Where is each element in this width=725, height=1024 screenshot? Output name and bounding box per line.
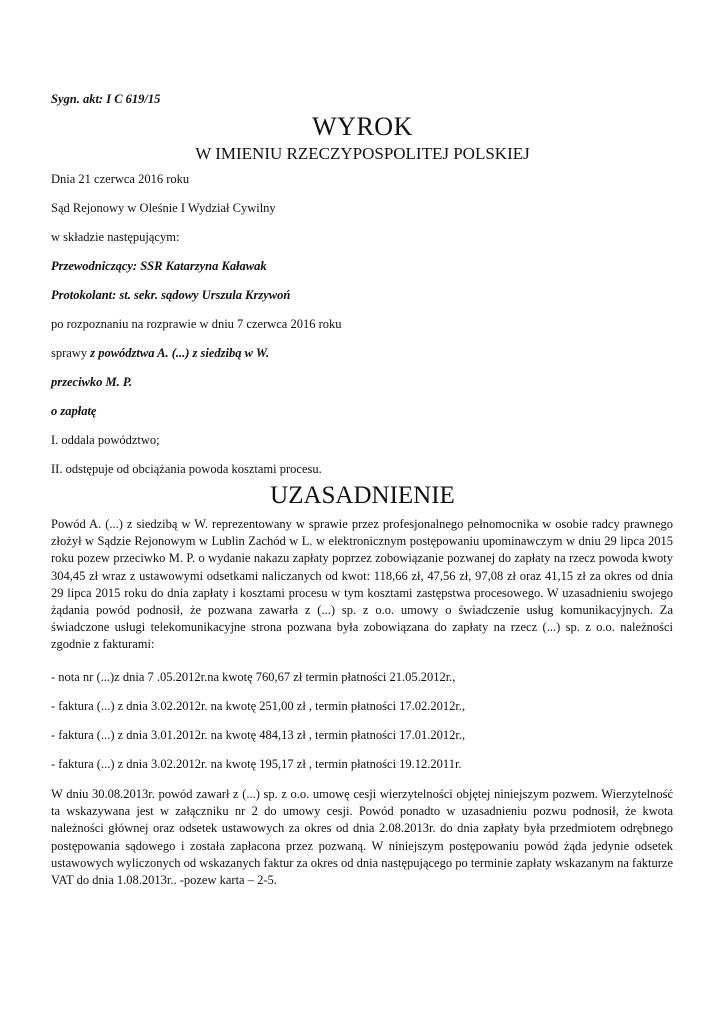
case-subject: o zapłatę xyxy=(51,404,97,418)
invoice-item-1: - nota nr (...)z dnia 7 .05.2012r.na kwotę 760,67 zł termin płatności 21.05.2012r., xyxy=(51,670,456,684)
justification-heading: UZASADNIENIE xyxy=(270,482,455,509)
verdict-date: Dnia 21 czerwca 2016 roku xyxy=(51,172,190,186)
invoice-item-2: - faktura (...) z dnia 3.02.2012r. na kwotę 251,00 zł , termin płatności 17.02.2012r., xyxy=(51,699,466,713)
hearing-info: po rozpoznaniu na rozprawie w dniu 7 czerwca 2016 roku xyxy=(51,317,342,331)
invoice-item-3: - faktura (...) z dnia 3.01.2012r. na kwotę 484,13 zł , termin płatności 17.01.2012r., xyxy=(51,728,466,742)
composition-label: w składzie następującym: xyxy=(51,230,180,244)
case-prefix: sprawy xyxy=(51,346,91,360)
verdict-point-2: II. odstępuje od obciążania powoda kosztami procesu. xyxy=(51,462,322,476)
case-plaintiff: z powództwa A. (...) z siedzibą w W. xyxy=(90,346,270,360)
document-subtitle: W IMIENIU RZECZYPOSPOLITEJ POLSKIEJ xyxy=(195,144,530,163)
verdict-point-1: I. oddala powództwo; xyxy=(51,433,160,447)
justification-paragraph-2: W dniu 30.08.2013r. powód zawarł z (...) sp. z o.o. umowę cesji wierzytelności objętej niniejszym pozwem. Wierzytelność ta wskazywana jest w załączniku nr 2 do umowy cesji. Powód ponadto w uzasadnieniu pozwu podnosił, że kwota należności głównej oraz odsetek ustawowych za okres od dnia 2.08.2013r. do dnia zapłaty była przedmiotem odrębnego postępowania sądowego i została zapłacona przez pozwaną. W niniejszym postępowaniu powód żąda jedynie odsetek ustawowych wyliczonych od wskazanych faktur za okres od dnia następującego po terminie zapłaty wskazanym na fakturze VAT do dnia 1.08.2013r.. -pozew karta – 2-5. xyxy=(51,787,673,888)
document-title: WYROK xyxy=(312,112,413,141)
court-name: Sąd Rejonowy w Oleśnie I Wydział Cywilny xyxy=(51,201,276,215)
justification-paragraph-1: Powód A. (...) z siedzibą w W. reprezentowany w sprawie przez profesjonalnego pełnomocnika w osobie radcy prawnego złożył w Sądzie Rejonowym w Lublin Zachód w L. w elektronicznym postępowaniu upominawczym w dniu 29 lipca 2015 roku pozew przeciwko M. P. o wydanie nakazu zapłaty poprzez zobowiązanie pozwanej do zapłaty na rzecz powoda kwoty 304,45 zł wraz z ustawowymi odsetkami naliczanych od kwot: 118,66 zł, 47,56 zł, 97,08 zł oraz 41,15 zł za okres od dnia 29 lipca 2015 roku do dnia zapłaty i kosztami procesu w tym kosztami zastępstwa procesowego. W uzasadnieniu swojego żądania powód podnosił, że pozwana zawarła z (...) sp. z o.o. umowy o świadczenie usług komunikacyjnych. Za świadczone usługi telekomunikacyjne strona pozwana była zobowiązana do zapłaty na rzecz (...) sp. z o.o. należności zgodnie z fakturami: xyxy=(51,517,673,652)
case-parties xyxy=(51,346,269,361)
court-clerk: Protokolant: st. sekr. sądowy Urszula Krzywoń xyxy=(51,288,291,302)
presiding-judge: Przewodniczący: SSR Katarzyna Kaławak xyxy=(51,259,267,273)
case-signature: Sygn. akt: I C 619/15 xyxy=(51,92,161,106)
case-defendant: przeciwko M. P. xyxy=(51,375,133,389)
invoice-item-4: - faktura (...) z dnia 3.02.2012r. na kwotę 195,17 zł , termin płatności 19.12.2011r. xyxy=(51,757,462,771)
